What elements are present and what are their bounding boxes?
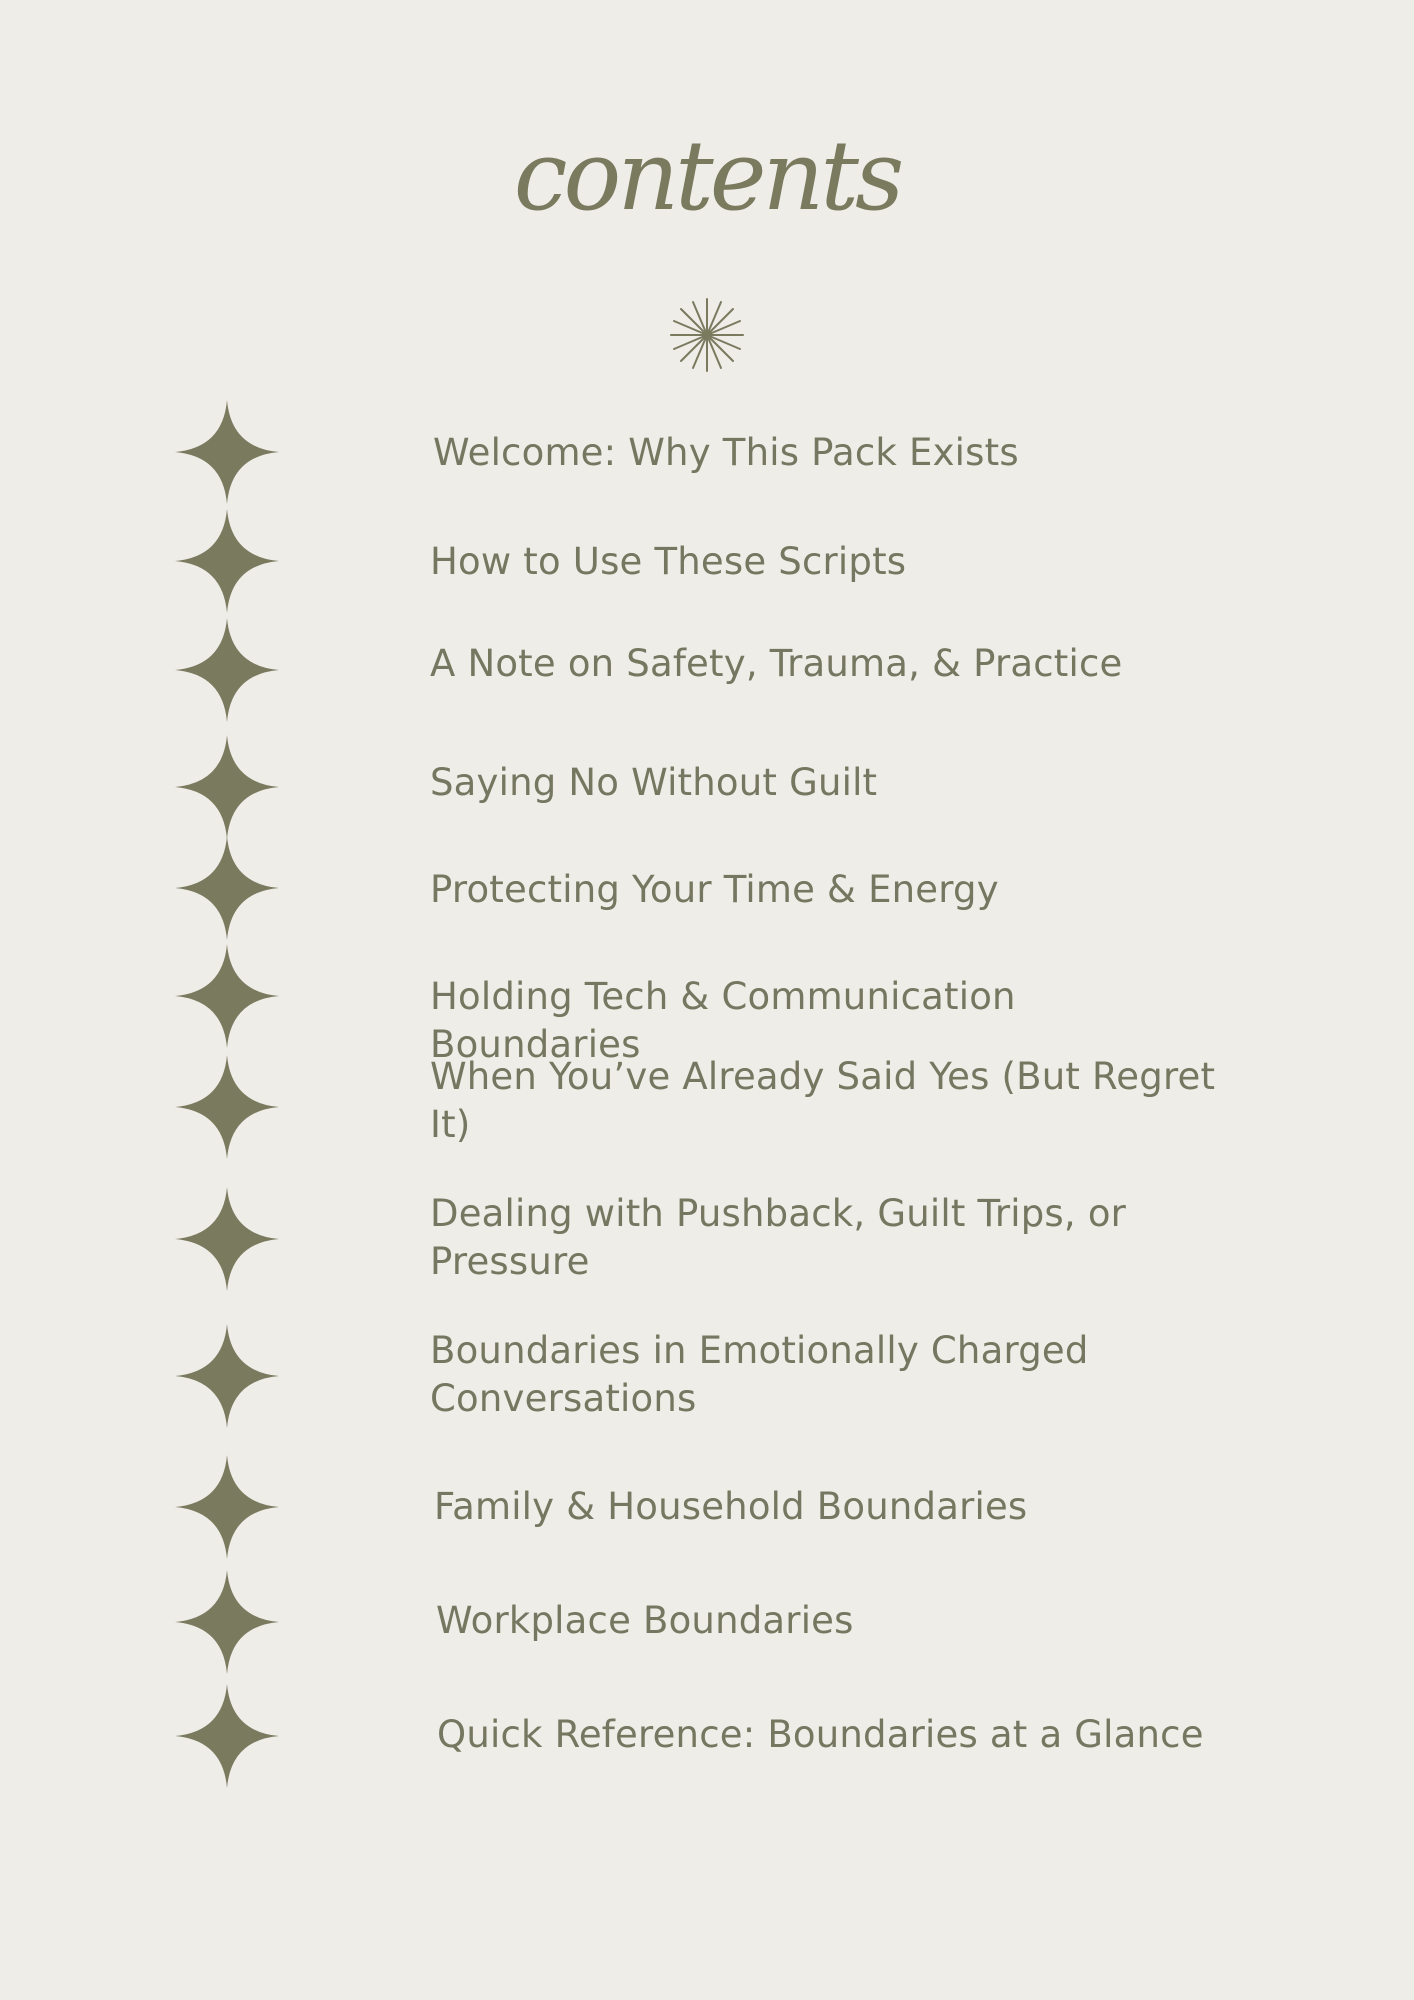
toc-item: Dealing with Pushback, Guilt Trips, or Pressure <box>430 1192 1127 1283</box>
toc-item: Family & Household Boundaries <box>434 1485 1028 1528</box>
four-point-star-icon <box>175 618 279 722</box>
asterisk-icon <box>669 297 745 373</box>
toc-item: How to Use These Scripts <box>430 540 907 583</box>
four-point-star-icon <box>175 1455 279 1559</box>
toc-item: Workplace Boundaries <box>436 1599 854 1642</box>
four-point-star-icon <box>175 735 279 839</box>
four-point-star-icon <box>175 1324 279 1428</box>
four-point-star-icon <box>175 836 279 940</box>
toc-item: Boundaries in Emotionally Charged Conversations <box>430 1329 1089 1420</box>
toc-item: Protecting Your Time & Energy <box>430 868 999 911</box>
toc-item: Welcome: Why This Pack Exists <box>433 431 1019 474</box>
toc-item: Holding Tech & Communication Boundaries <box>430 975 1016 1066</box>
four-point-star-icon <box>175 1684 279 1788</box>
toc-item: Quick Reference: Boundaries at a Glance <box>437 1713 1204 1756</box>
four-point-star-icon <box>175 1055 279 1159</box>
four-point-star-icon <box>175 944 279 1048</box>
four-point-star-icon <box>175 400 279 504</box>
four-point-star-icon <box>175 1187 279 1291</box>
four-point-star-icon <box>175 509 279 613</box>
toc-item: When You’ve Already Said Yes (But Regret It) <box>430 1055 1216 1146</box>
toc-item: A Note on Safety, Trauma, & Practice <box>430 642 1123 685</box>
toc-item: Saying No Without Guilt <box>430 761 878 804</box>
page-title: contents <box>513 120 901 232</box>
four-point-star-icon <box>175 1570 279 1674</box>
